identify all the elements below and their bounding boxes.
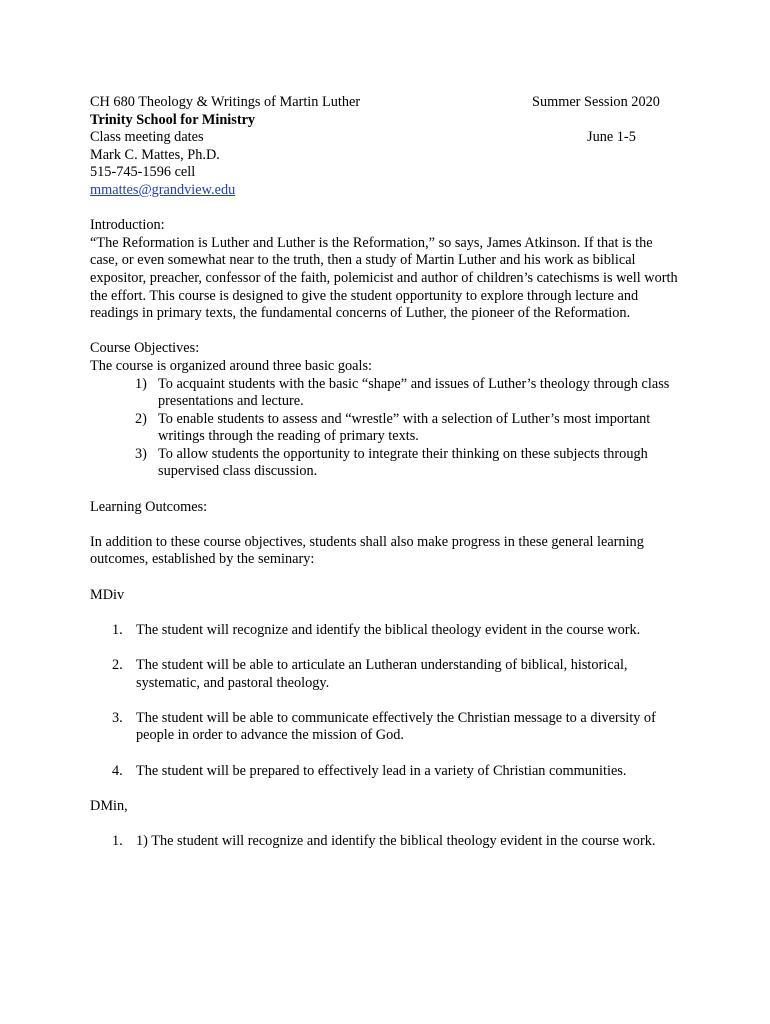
mdiv-outcome-item: [90, 622, 680, 640]
mdiv-label: MDiv: [90, 586, 125, 603]
outcome-text: The student will be prepared to effectively lead in a variety of Christian communities.: [136, 762, 627, 779]
mdiv-outcome-item: [90, 657, 680, 692]
instructor-email-link[interactable]: mmattes@grandview.edu: [90, 181, 236, 198]
objective-item: [90, 446, 680, 481]
syllabus-content: [90, 94, 680, 868]
objective-item: [90, 376, 680, 411]
outcome-text: The student will be able to communicate effectively the Christian message to a diversity of people in order to advance the mission of God.: [136, 709, 656, 744]
mdiv-outcome-item: [90, 763, 680, 781]
email-row: [90, 182, 680, 200]
objective-item: [90, 411, 680, 446]
outcome-number: 4.: [112, 762, 123, 779]
header-line-3: [90, 129, 680, 147]
outcome-number: 2.: [112, 657, 123, 673]
school-name: Trinity School for Ministry: [90, 111, 256, 128]
outcome-text: The student will recognize and identify the biblical theology evident in the course work.: [136, 621, 641, 638]
course-title: CH 680 Theology & Writings of Martin Luther: [90, 94, 361, 110]
header-line-1: [90, 94, 680, 112]
objective-number: 2): [135, 410, 147, 427]
objective-number: 3): [135, 445, 147, 462]
objectives-list: [90, 376, 680, 482]
objective-text: To acquaint students with the basic “shape” and issues of Luther’s theology through class presentations and lecture.: [158, 375, 670, 410]
session-label: Summer Session 2020: [532, 94, 660, 110]
objective-text: To allow students the opportunity to integrate their thinking on these subjects through supervised class discussion.: [158, 445, 648, 480]
dmin-outcome-item: [90, 833, 680, 851]
objective-text: To enable students to assess and “wrestle” with a selection of Luther’s most important writings through the reading of primary texts.: [158, 410, 651, 445]
mdiv-outcomes-list: [90, 622, 680, 780]
meeting-dates: June 1-5: [587, 129, 636, 146]
mdiv-outcome-item: [90, 710, 680, 745]
outcomes-heading: Learning Outcomes:: [90, 498, 208, 515]
dmin-label: DMin,: [90, 797, 128, 814]
outcomes-intro: In addition to these course objectives, students shall also make progress in these general learning outcomes, established by the seminary:: [90, 533, 644, 568]
objectives-heading: Course Objectives:: [90, 340, 200, 357]
dmin-outcomes-list: [90, 833, 680, 851]
instructor-name: Mark C. Mattes, Ph.D.: [90, 146, 220, 163]
introduction-paragraph: “The Reformation is Luther and Luther is the Reformation,” so says, James Atkinson. If that is the case, or even somewhat near to the truth, then a study of Martin Luther and his work as biblical expositor, preacher, confessor of the faith, polemicist and author of children’s catechisms is well worth the effort. This course is designed to give the student opportunity to explore through lecture and readings in primary texts, the fundamental concerns of Luther, the pioneer of the Reformation.: [90, 234, 678, 322]
outcome-number: 1.: [112, 621, 123, 638]
meeting-label: Class meeting dates: [90, 129, 204, 146]
instructor-phone: 515-745-1596 cell: [90, 164, 196, 181]
outcome-text: The student will be able to articulate an Lutheran understanding of biblical, historical, systematic, and pastoral theology.: [136, 657, 628, 691]
objective-number: 1): [135, 375, 147, 392]
outcome-number: 1.: [112, 832, 123, 849]
objectives-intro: The course is organized around three basic goals:: [90, 357, 373, 374]
outcome-text: 1) The student will recognize and identify the biblical theology evident in the course work.: [136, 832, 656, 849]
introduction-heading: Introduction:: [90, 217, 165, 234]
outcome-number: 3.: [112, 709, 123, 726]
